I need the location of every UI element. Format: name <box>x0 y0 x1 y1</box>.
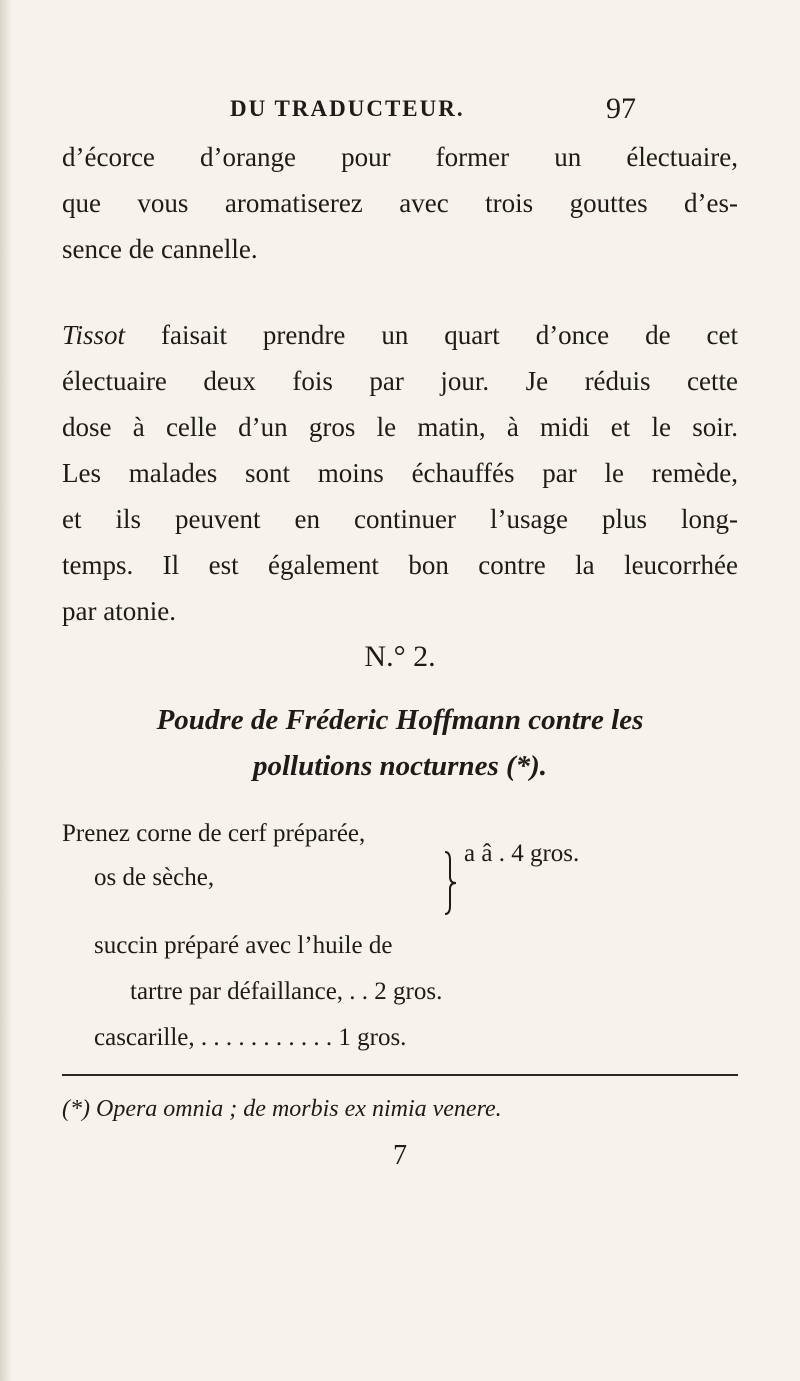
page-header <box>0 92 800 132</box>
page-number: 97 <box>606 92 636 125</box>
text-line: d’écorce d’orange pour former un électuaire, <box>62 142 738 172</box>
section-number: N.° 2. <box>364 640 436 673</box>
text-line: et ils peuvent en continuer l’usage plus long- <box>62 504 738 534</box>
footnote: (*) Opera omnia ; de morbis ex nimia venere. <box>62 1096 502 1122</box>
text-line: que vous aromatiserez avec trois gouttes d’es- <box>62 188 738 218</box>
footnote-rule <box>62 1074 738 1076</box>
text-line-rest: faisait prendre un quart d’once de cet <box>125 320 738 350</box>
recipe-ingredient: cascarille, . . . . . . . . . . . 1 gros. <box>94 1024 407 1051</box>
text-line <box>62 318 738 352</box>
recipe-title-line: pollutions nocturnes (*). <box>252 750 548 782</box>
text-line: dose à celle d’un gros le matin, à midi et le soir. <box>62 412 738 442</box>
text-line: électuaire deux fois par jour. Je réduis cette <box>62 366 738 396</box>
text-line: temps. Il est également bon contre la leucorrhée <box>62 550 738 580</box>
text-line: par atonie. <box>62 596 176 626</box>
recipe-title-line: Poudre de Fréderic Hoffmann contre les <box>156 704 644 736</box>
recipe-ingredient: os de sèche, <box>94 864 215 891</box>
recipe-ingredient: succin préparé avec l’huile de <box>94 932 393 959</box>
recipe-dose: a â . 4 gros. <box>464 840 580 867</box>
text-line: sence de cannelle. <box>62 234 258 264</box>
author-name: Tissot <box>62 320 126 350</box>
recipe-ingredient: tartre par défaillance, . . 2 gros. <box>130 978 443 1005</box>
signature-mark: 7 <box>393 1140 407 1171</box>
recipe-ingredient: Prenez corne de cerf préparée, <box>62 820 366 847</box>
running-head: DU TRADUCTEUR. <box>230 96 465 121</box>
page-edge-shadow <box>0 0 12 1381</box>
text-line: Les malades sont moins échauffés par le remède, <box>62 458 738 488</box>
grouping-brace-icon <box>443 850 457 916</box>
